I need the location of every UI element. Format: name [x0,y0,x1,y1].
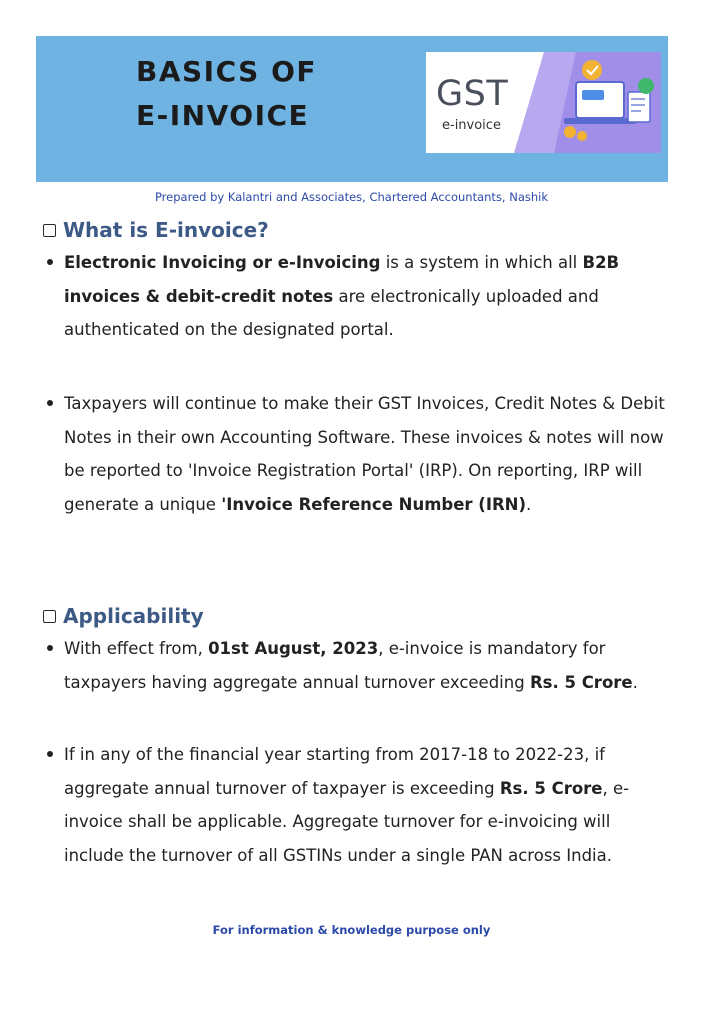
body-text: With effect from, [64,639,209,658]
bold-text: Rs. 5 Crore [529,672,633,692]
banner-title-line2: E-INVOICE [136,99,310,132]
bold-text: 'Invoice Reference Number (IRN) [221,494,527,514]
gst-einvoice-logo [426,52,661,153]
bold-text: B2B invoices & debit-credit notes [64,253,620,306]
checkbox-square-icon [43,610,56,623]
checkbox-square-icon [43,224,56,237]
body-text: are electronically uploaded and authenticated on the designated portal. [64,286,599,339]
prepared-by-line: Prepared by Kalantri and Associates, Chartered Accountants, Nashik [154,190,549,204]
body-text: Taxpayers will continue to make their GST Invoices, Credit Notes & Debit Notes in their own Accounting Software. These invoices & notes will now be reported to 'Invoice Registration Portal' (IRP). On reporting, IRP will generate a unique [64,394,665,514]
banner-title [136,50,317,138]
section-heading-text: What is E-invoice? [63,218,269,242]
bullet-item [64,738,674,872]
bullet-item [64,387,674,521]
body-text: , e-invoice shall be applicable. Aggregate turnover for e-invoicing will include the turnover of all GSTINs under a single PAN across India. [64,778,630,865]
body-text: . [526,494,532,514]
footer-disclaimer: For information & knowledge purpose only [212,923,491,937]
section-heading-applicability [40,604,204,628]
bullet-item [64,246,674,347]
logo-gst-text: GST [436,74,509,114]
body-text: , e-invoice is mandatory for taxpayers having aggregate annual turnover exceeding [64,639,606,692]
bold-text: Rs. 5 Crore [499,778,603,798]
body-text: . [632,672,638,692]
section-heading-text: Applicability [63,604,204,628]
section-heading-what-is [40,218,269,242]
body-text: is a system in which all [380,253,583,272]
bold-text: 01st August, 2023 [208,639,379,658]
banner-title-line1: BASICS OF [136,55,318,88]
bullet-item [64,632,674,699]
logo-einvoice-text: e-invoice [442,118,501,133]
header-banner [36,36,668,182]
bold-text: Electronic Invoicing or e-Invoicing [64,253,381,272]
body-text: If in any of the financial year starting from 2017-18 to 2022-23, if aggregate annual turnover of taxpayer is exceeding [64,745,605,798]
